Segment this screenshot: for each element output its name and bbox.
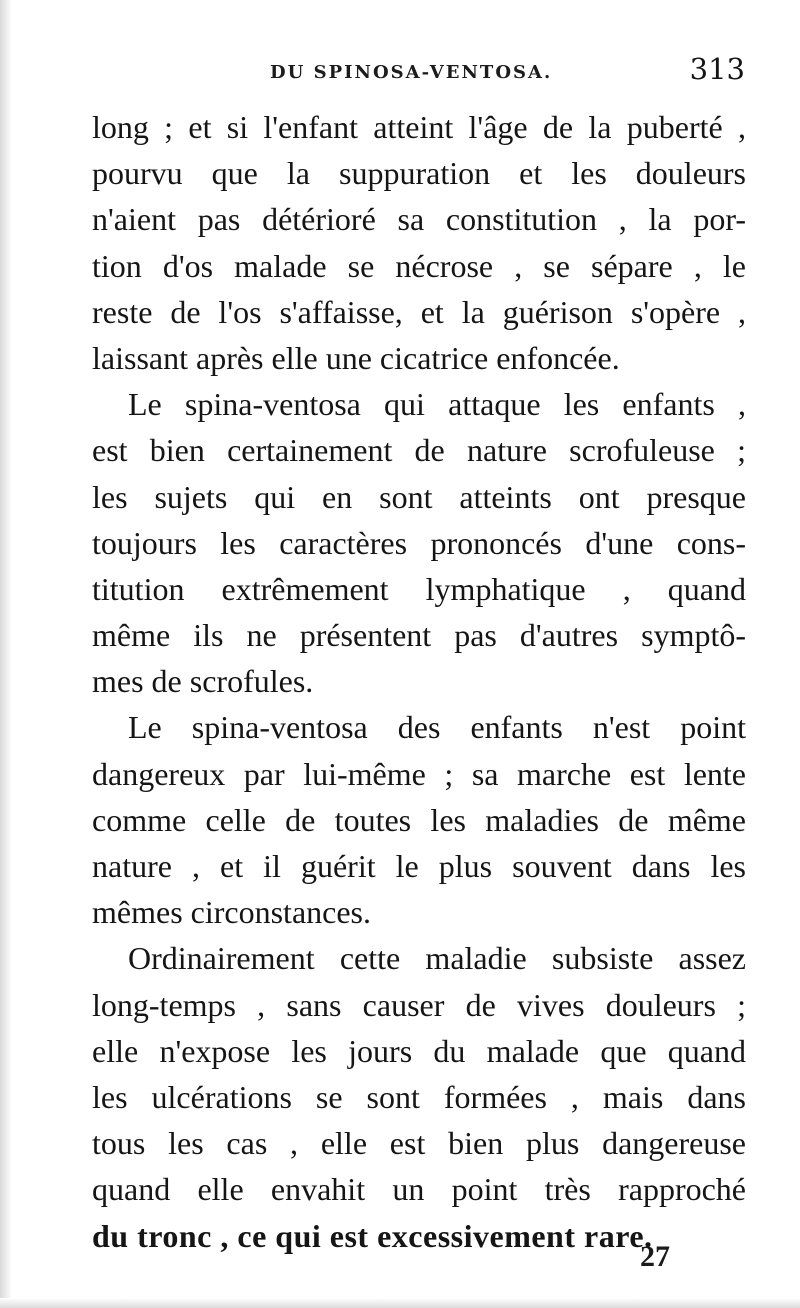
- running-head: [95, 52, 745, 92]
- scan-edge-shadow: [0, 0, 12, 1308]
- text-line: titution extrêmement lymphatique , quand: [92, 570, 746, 607]
- text-line: les sujets qui en sont atteints ont presque: [92, 478, 746, 515]
- text-line: toujours les caractères prononcés d'une cons-: [92, 524, 746, 561]
- paragraph-end-line: mes de scrofules.: [92, 663, 314, 700]
- text-line: est bien certainement de nature scrofuleuse ;: [92, 432, 746, 469]
- text-line: n'aient pas détérioré sa constitution , la por-: [92, 201, 746, 238]
- running-title: DU SPINOSA-VENTOSA.: [270, 62, 553, 83]
- text-line: même ils ne présentent pas d'autres symptô-: [92, 617, 746, 654]
- paragraph-end-line: laissant après elle une cicatrice enfoncée.: [92, 339, 620, 376]
- text-line: les ulcérations se sont formées , mais dans: [92, 1078, 746, 1115]
- text-line: pourvu que la suppuration et les douleurs: [92, 155, 746, 192]
- text-line: tion d'os malade se nécrose , se sépare , le: [92, 247, 746, 284]
- text-line: elle n'expose les jours du malade que quand: [92, 1032, 746, 1069]
- paragraph-start-line: Le spina-ventosa des enfants n'est point: [128, 709, 746, 746]
- text-line: tous les cas , elle est bien plus dangereuse: [92, 1125, 746, 1162]
- text-line: comme celle de toutes les maladies de même: [92, 801, 746, 838]
- text-line: quand elle envahit un point très rapproché: [92, 1171, 746, 1208]
- paragraph-start-line: Ordinairement cette maladie subsiste assez: [128, 940, 746, 977]
- text-line: reste de l'os s'affaisse, et la guérison s'opère ,: [92, 293, 746, 330]
- text-line: long ; et si l'enfant atteint l'âge de la puberté ,: [92, 109, 746, 145]
- paragraph-end-line: du tronc , ce qui est excessivement rare.: [92, 1217, 653, 1254]
- paragraph-start-line: Le spina-ventosa qui attaque les enfants ,: [128, 386, 746, 423]
- signature-mark: 27: [640, 1240, 670, 1273]
- text-line: long-temps , sans causer de vives douleurs ;: [92, 986, 746, 1023]
- body-text: [92, 104, 746, 1259]
- paragraph-end-line: mêmes circonstances.: [92, 894, 371, 931]
- scan-bottom-shadow: [0, 1298, 800, 1308]
- page-number: 313: [689, 52, 745, 86]
- text-line: dangereux par lui-même ; sa marche est lente: [92, 755, 746, 792]
- text-line: nature , et il guérit le plus souvent dans les: [92, 848, 746, 884]
